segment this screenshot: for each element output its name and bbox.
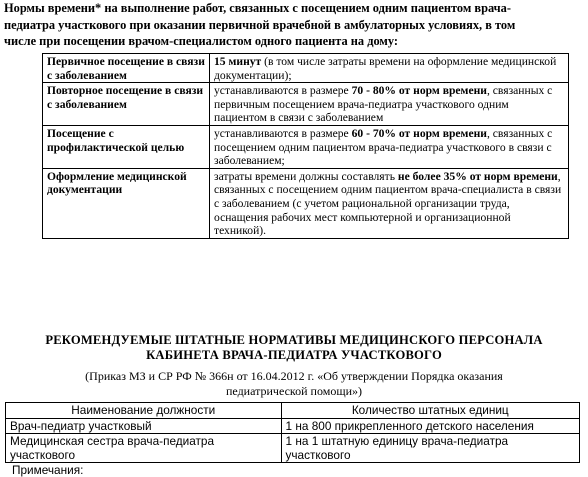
norm-label-cell: Посещение с профилактической целью <box>43 125 210 168</box>
intro-line: числе при посещении врачом-специалистом одного пациента на дому: <box>4 34 399 48</box>
table-row <box>6 418 580 434</box>
intro-line: педиатра участкового при оказании первичной врачебной в амбулаторных условиях, в том <box>4 17 516 32</box>
column-header-count: Количество штатных единиц <box>281 403 579 419</box>
norm-text: , связанных с посещением одним пациентом врача-педиатра участкового в связи с заболеванием; <box>214 126 553 168</box>
norm-label-cell: Оформление медицинской документации <box>43 168 210 238</box>
table-row <box>43 125 569 168</box>
order-reference <box>0 369 588 399</box>
norm-label-cell: Повторное посещение в связи с заболеванием <box>43 83 210 126</box>
intro-paragraph <box>4 0 584 50</box>
norm-description-cell <box>210 54 569 83</box>
time-norms-table <box>42 53 569 239</box>
norm-emphasis: не более 35% от норм времени <box>397 169 558 183</box>
title-line: КАБИНЕТА ВРАЧА-ПЕДИАТРА УЧАСТКОВОГО <box>146 348 442 362</box>
table-row <box>6 434 580 463</box>
table-row <box>43 83 569 126</box>
norm-emphasis: 60 - 70% от норм времени <box>351 126 487 140</box>
order-line: (Приказ МЗ и СР РФ № 366н от 16.04.2012 г. «Об утверждении Порядка оказания <box>85 369 503 383</box>
column-header-position: Наименование должности <box>6 403 282 419</box>
norm-text: устанавливаются в размере <box>214 84 352 98</box>
norm-text: (в том числе затраты времени на оформление медицинской документации); <box>214 55 557 82</box>
count-cell: 1 на 1 штатную единицу врача-педиатра участкового <box>281 434 579 463</box>
norm-description-cell <box>210 125 569 168</box>
table-row <box>43 54 569 83</box>
norm-description-cell <box>210 168 569 238</box>
staffing-header-row <box>6 403 580 419</box>
norm-text: , связанных с первичным посещением врача-педиатра участкового одним пациентом в связи с заболеванием <box>214 84 553 125</box>
order-line: педиатрической помощи») <box>225 384 363 398</box>
count-cell: 1 на 800 прикрепленного детского населения <box>281 418 579 434</box>
intro-line: Нормы времени* на выполнение работ, связанных с посещением одним пациентом врача- <box>4 1 511 15</box>
staffing-title <box>0 333 588 363</box>
norm-description-cell <box>210 83 569 126</box>
norm-text: затраты времени должны составлять <box>214 169 398 183</box>
norm-text: , связанных с посещением одним пациентом врача-специалиста в связи с заболеванием (с учетом рациональной организации труда, оснащения рабочих мест компьютерной и организационной техникой). <box>214 169 562 238</box>
norm-label-cell: Первичное посещение в связи с заболеванием <box>43 54 210 83</box>
norm-text: устанавливаются в размере <box>214 126 352 140</box>
position-cell: Врач-педиатр участковый <box>6 418 282 434</box>
position-cell: Медицинская сестра врача-педиатра участкового <box>6 434 282 463</box>
table-row <box>43 168 569 238</box>
notes-label: Примечания: <box>12 463 84 477</box>
title-line: РЕКОМЕНДУЕМЫЕ ШТАТНЫЕ НОРМАТИВЫ МЕДИЦИНСКОГО ПЕРСОНАЛА <box>45 333 543 347</box>
norm-emphasis: 15 минут <box>214 55 262 68</box>
norm-emphasis: 70 - 80% от норм времени <box>351 84 487 98</box>
staffing-table <box>5 402 580 463</box>
